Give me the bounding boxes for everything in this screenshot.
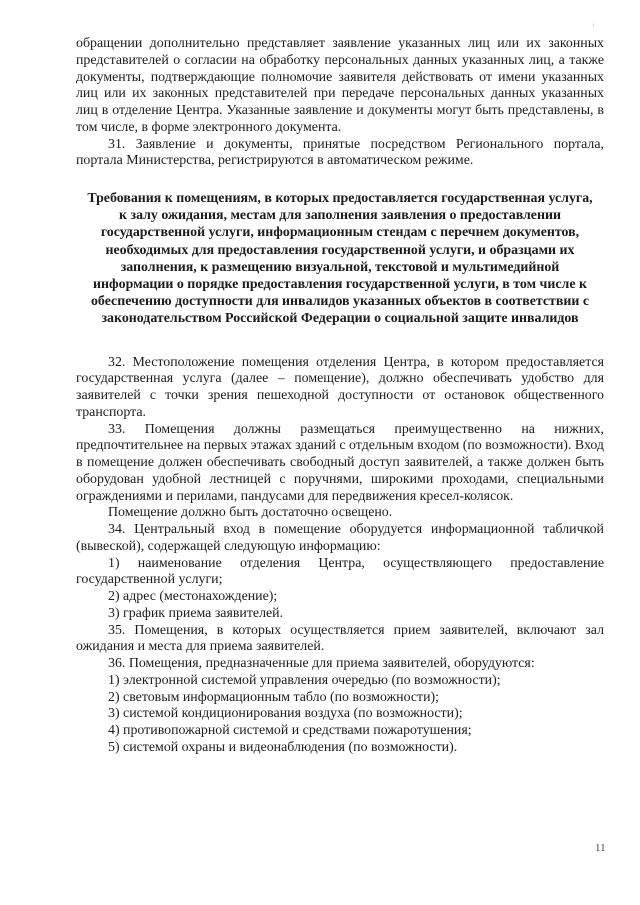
document-page (76, 36, 604, 757)
paragraph-31: 31. Заявление и документы, принятые посредством Регионального портала, портала Министерства, регистрируются в автоматическом режиме. (76, 136, 604, 169)
section-heading: Требования к помещениям, в которых предоставляется государственная услуга, к залу ожидания, местам для заполнения заявления о предоставлении государственной услуги, информационным стендам с перечнем документов, необходимых для предоставления государственной услуги, и образцами их заполнения, к размещению визуальной, текстовой и мультимедийной информации о порядке предоставления государственной услуги, в том числе к обеспечению доступности для инвалидов указанных объектов в соответствии с законодательством Российской Федерации о социальной защите инвалидов (87, 191, 593, 327)
paragraph-36: 36. Помещения, предназначенные для приема заявителей, оборудуются: (108, 656, 535, 672)
paragraph-32: 32. Местоположение помещения отделения Центра, в котором предоставляется государственная услуга (далее – помещение), должно обеспечивать удобство для заявителей с точки зрения пешеходной доступности от остановок общественного транспорта. (76, 354, 604, 420)
list-item-36-2: 2) световым информационным табло (по возможности); (108, 689, 440, 705)
page-number: 11 (595, 842, 606, 854)
list-item-34-3: 3) график приема заявителей. (108, 605, 284, 621)
list-item-36-3: 3) системой кондиционирования воздуха (по возможности); (108, 706, 463, 722)
list-item-36-5: 5) системой охраны и видеонаблюдения (по возможности). (108, 739, 458, 755)
paragraph-35: 35. Помещения, в которых осуществляется прием заявителей, включают зал ожидания и места для приема заявителей. (76, 622, 604, 655)
list-item-36-4: 4) противопожарной системой и средствами пожаротушения; (108, 723, 472, 739)
list-item-34-1: 1) наименование отделения Центра, осуществляющего предоставление государственной услуги; (76, 555, 604, 588)
paragraph-34: 34. Центральный вход в помещение оборудуется информационной табличкой (вывеской), содержащей следующую информацию: (76, 522, 604, 554)
list-item-34-2: 2) адрес (местонахождение); (108, 589, 278, 605)
scan-mark: ʻ (592, 22, 595, 31)
paragraph-continuation: обращении дополнительно представляет заявление указанных лиц или их законных представителей о согласии на обработку персональных данных указанных лиц, а также документы, подтверждающие полномочие заявителя действовать от имени указанных лиц или их законных представителей при передаче персональных данных указанных лиц в отделение Центра. Указанные заявление и документы могут быть представлены, в том числе, в форме электронного документа. (76, 36, 604, 135)
paragraph-33-lighting: Помещение должно быть достаточно освещено. (108, 505, 393, 521)
list-item-36-1: 1) электронной системой управления очередью (по возможности); (108, 672, 501, 688)
paragraph-33: 33. Помещения должны размещаться преимущественно на нижних, предпочтительнее на первых этажах зданий с отдельным входом (по возможности). Вход в помещение должен обеспечивать свободный доступ заявителей, а также должен быть оборудован удобной лестницей с поручнями, широкими проходами, специальными ограждениями и перилами, пандусами для передвижения кресел-колясок. (76, 421, 604, 504)
